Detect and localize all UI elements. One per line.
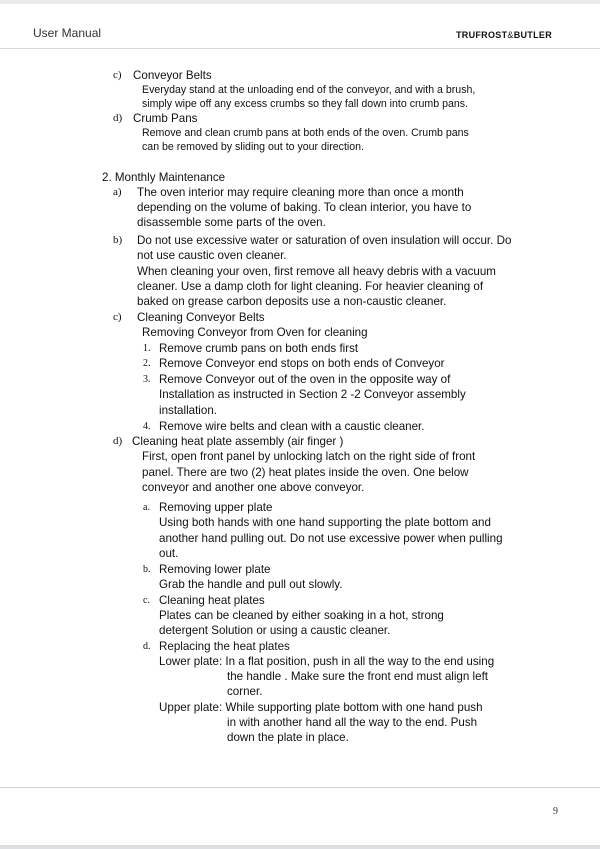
step-number: 3. — [143, 374, 151, 385]
paragraph-line: Lower plate: In a flat position, push in all the way to the end using — [159, 655, 495, 668]
step-text: Remove wire belts and clean with a caustic cleaner. — [159, 420, 425, 433]
brand-name-part2: BUTLER — [513, 30, 552, 40]
subsection-title: Removing upper plate — [159, 501, 273, 514]
list-marker: a) — [113, 186, 122, 198]
header-divider — [0, 48, 600, 49]
paragraph-line: Plates can be cleaned by either soaking in a hot, strong — [159, 609, 444, 622]
list-marker: b) — [113, 234, 123, 246]
paragraph-line: When cleaning your oven, first remove all heavy debris with a vacuum — [137, 265, 496, 278]
brand-logo — [456, 30, 552, 40]
paragraph-line: detergent Solution or using a caustic cleaner. — [159, 624, 391, 637]
paragraph-line: disassemble some parts of the oven. — [137, 216, 326, 229]
footer-divider — [0, 787, 600, 788]
paragraph-line: can be removed by sliding out to your direction. — [142, 141, 365, 153]
paragraph-line: panel. There are two (2) heat plates inside the oven. One below — [142, 466, 469, 479]
list-marker: d) — [113, 435, 123, 447]
paragraph-line: Do not use excessive water or saturation of oven insulation will occur. Do — [137, 234, 512, 247]
section-title: Cleaning Conveyor Belts — [137, 311, 265, 324]
paragraph-line: depending on the volume of baking. To clean interior, you have to — [137, 201, 472, 214]
step-text: Remove Conveyor out of the oven in the opposite way of — [159, 373, 451, 386]
list-marker: c) — [113, 311, 122, 323]
paragraph-line: corner. — [227, 685, 263, 698]
sub-marker: c. — [143, 595, 150, 606]
paragraph-line: another hand pulling out. Do not use excessive power when pulling — [159, 532, 503, 545]
paragraph-line: simply wipe off any excess crumbs so they fall down into crumb pans. — [142, 98, 469, 110]
step-text: Remove Conveyor end stops on both ends of Conveyor — [159, 357, 445, 370]
subsection-title: Cleaning heat plates — [159, 594, 265, 607]
step-number: 2. — [143, 358, 151, 369]
paragraph-line: Everyday stand at the unloading end of the conveyor, and with a brush, — [142, 84, 476, 96]
paragraph-line: out. — [159, 547, 179, 560]
step-number: 4. — [143, 421, 151, 432]
paragraph-line: not use caustic oven cleaner. — [137, 249, 287, 262]
page-header — [0, 0, 600, 48]
list-marker: d) — [113, 112, 123, 124]
paragraph-line: Remove and clean crumb pans at both ends of the oven. Crumb pans — [142, 127, 469, 139]
section-title: Cleaning heat plate assembly (air finger ) — [132, 435, 344, 448]
monthly-maintenance-heading: 2. Monthly Maintenance — [102, 171, 226, 184]
step-number: 1. — [143, 343, 151, 354]
paragraph-line: Grab the handle and pull out slowly. — [159, 578, 343, 591]
subsection-title: Removing lower plate — [159, 563, 271, 576]
section-title: Crumb Pans — [133, 112, 198, 125]
subsection-title: Removing Conveyor from Oven for cleaning — [142, 326, 368, 339]
brand-name-part1: TRUFROST — [455, 30, 508, 40]
paragraph-line: baked on grease carbon deposits use a non-caustic cleaner. — [137, 295, 447, 308]
paragraph-line: Using both hands with one hand supporting the plate bottom and — [159, 516, 491, 529]
sub-marker: b. — [143, 564, 151, 575]
brand-ampersand: & — [507, 30, 514, 40]
page-bottom-border — [0, 845, 600, 849]
sub-marker: d. — [143, 641, 151, 652]
manual-title: User Manual — [33, 26, 102, 40]
paragraph-line: cleaner. Use a damp cloth for light cleaning. For heavier cleaning of — [137, 280, 484, 293]
subsection-title: Replacing the heat plates — [159, 640, 290, 653]
paragraph-line: down the plate in place. — [227, 731, 349, 744]
paragraph-line: The oven interior may require cleaning more than once a month — [137, 186, 464, 199]
paragraph-line: Upper plate: While supporting plate bottom with one hand push — [159, 701, 483, 714]
paragraph-line: First, open front panel by unlocking latch on the right side of front — [142, 450, 476, 463]
section-title: Conveyor Belts — [133, 69, 212, 82]
list-marker: c) — [113, 69, 122, 81]
paragraph-line: the handle . Make sure the front end must align left — [227, 670, 489, 683]
sub-marker: a. — [143, 502, 150, 513]
paragraph-line: in with another hand all the way to the end. Push — [227, 716, 478, 729]
step-text: installation. — [159, 404, 218, 417]
page-number: 9 — [553, 806, 558, 817]
step-text: Remove crumb pans on both ends first — [159, 342, 359, 355]
step-text: Installation as instructed in Section 2 -2 Conveyor assembly — [159, 388, 466, 401]
paragraph-line: conveyor and another one above conveyor. — [142, 481, 365, 494]
